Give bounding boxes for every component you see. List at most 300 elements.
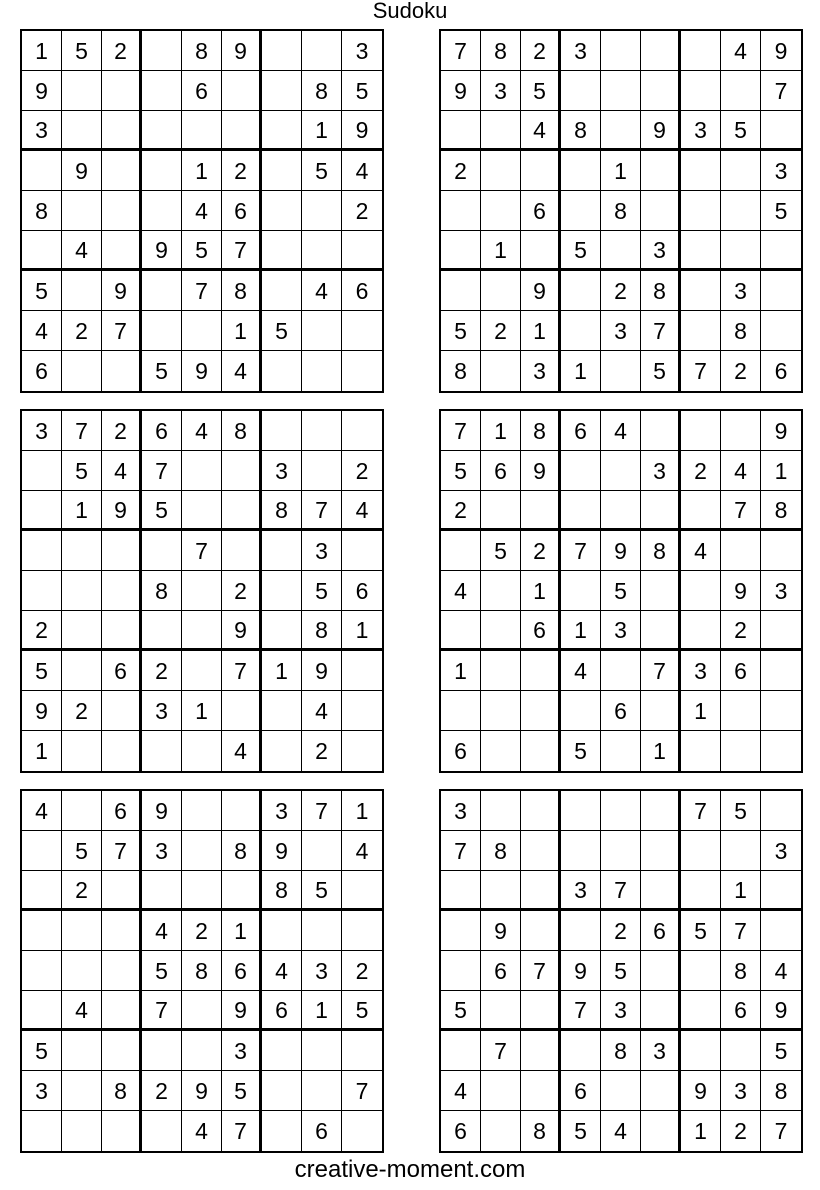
sudoku-cell[interactable]: 6 (601, 691, 641, 731)
sudoku-cell[interactable] (561, 911, 601, 951)
sudoku-cell[interactable]: 2 (342, 951, 382, 991)
sudoku-cell[interactable]: 4 (342, 151, 382, 191)
sudoku-cell[interactable] (481, 871, 521, 911)
sudoku-cell[interactable] (182, 651, 222, 691)
sudoku-cell[interactable] (761, 271, 801, 311)
sudoku-cell[interactable]: 1 (342, 791, 382, 831)
sudoku-cell[interactable] (142, 871, 182, 911)
sudoku-cell[interactable]: 2 (601, 911, 641, 951)
sudoku-cell[interactable] (22, 1111, 62, 1151)
sudoku-cell[interactable]: 4 (601, 411, 641, 451)
sudoku-cell[interactable]: 9 (342, 111, 382, 151)
sudoku-cell[interactable]: 4 (62, 231, 102, 271)
sudoku-cell[interactable]: 2 (521, 31, 561, 71)
sudoku-cell[interactable] (62, 71, 102, 111)
sudoku-cell[interactable] (561, 71, 601, 111)
sudoku-cell[interactable] (142, 611, 182, 651)
sudoku-cell[interactable]: 9 (182, 351, 222, 391)
sudoku-cell[interactable] (521, 691, 561, 731)
sudoku-cell[interactable] (561, 491, 601, 531)
sudoku-cell[interactable] (681, 991, 721, 1031)
sudoku-cell[interactable] (262, 31, 302, 71)
sudoku-cell[interactable]: 5 (342, 71, 382, 111)
sudoku-cell[interactable]: 6 (481, 451, 521, 491)
sudoku-cell[interactable] (62, 731, 102, 771)
sudoku-cell[interactable]: 3 (601, 611, 641, 651)
sudoku-cell[interactable]: 1 (481, 411, 521, 451)
sudoku-cell[interactable]: 2 (681, 451, 721, 491)
sudoku-cell[interactable] (102, 151, 142, 191)
sudoku-cell[interactable]: 5 (342, 991, 382, 1031)
sudoku-cell[interactable] (22, 151, 62, 191)
sudoku-cell[interactable]: 7 (222, 1111, 262, 1151)
sudoku-cell[interactable]: 7 (342, 1071, 382, 1111)
sudoku-cell[interactable]: 6 (342, 271, 382, 311)
sudoku-cell[interactable] (342, 691, 382, 731)
sudoku-cell[interactable]: 3 (761, 151, 801, 191)
sudoku-cell[interactable]: 4 (342, 491, 382, 531)
sudoku-cell[interactable]: 7 (521, 951, 561, 991)
sudoku-cell[interactable] (561, 1031, 601, 1071)
sudoku-cell[interactable]: 7 (302, 791, 342, 831)
sudoku-cell[interactable] (262, 731, 302, 771)
sudoku-cell[interactable]: 4 (441, 1071, 481, 1111)
sudoku-cell[interactable]: 7 (561, 531, 601, 571)
sudoku-cell[interactable]: 6 (102, 791, 142, 831)
sudoku-cell[interactable]: 4 (721, 451, 761, 491)
sudoku-cell[interactable] (601, 111, 641, 151)
sudoku-cell[interactable]: 2 (721, 611, 761, 651)
sudoku-cell[interactable]: 3 (641, 231, 681, 271)
sudoku-cell[interactable]: 8 (481, 831, 521, 871)
sudoku-cell[interactable]: 5 (561, 1111, 601, 1151)
sudoku-cell[interactable]: 9 (102, 271, 142, 311)
sudoku-cell[interactable] (641, 411, 681, 451)
sudoku-cell[interactable] (601, 351, 641, 391)
sudoku-cell[interactable]: 9 (222, 611, 262, 651)
sudoku-cell[interactable]: 7 (102, 311, 142, 351)
sudoku-cell[interactable]: 6 (441, 1111, 481, 1151)
sudoku-cell[interactable]: 5 (302, 871, 342, 911)
sudoku-cell[interactable] (342, 1031, 382, 1071)
sudoku-cell[interactable]: 9 (681, 1071, 721, 1111)
sudoku-cell[interactable] (262, 111, 302, 151)
sudoku-cell[interactable]: 7 (142, 991, 182, 1031)
sudoku-cell[interactable] (302, 831, 342, 871)
sudoku-cell[interactable]: 4 (721, 31, 761, 71)
sudoku-cell[interactable]: 4 (262, 951, 302, 991)
sudoku-cell[interactable]: 2 (441, 491, 481, 531)
sudoku-cell[interactable] (182, 491, 222, 531)
sudoku-cell[interactable] (521, 151, 561, 191)
sudoku-cell[interactable] (481, 791, 521, 831)
sudoku-cell[interactable]: 2 (521, 531, 561, 571)
sudoku-cell[interactable] (521, 871, 561, 911)
sudoku-cell[interactable]: 4 (681, 531, 721, 571)
sudoku-cell[interactable]: 5 (142, 491, 182, 531)
sudoku-cell[interactable]: 1 (721, 871, 761, 911)
sudoku-cell[interactable] (102, 531, 142, 571)
sudoku-cell[interactable] (721, 731, 761, 771)
sudoku-cell[interactable]: 1 (342, 611, 382, 651)
sudoku-cell[interactable]: 5 (182, 231, 222, 271)
sudoku-cell[interactable] (561, 831, 601, 871)
sudoku-cell[interactable] (102, 611, 142, 651)
sudoku-cell[interactable] (481, 731, 521, 771)
sudoku-cell[interactable] (481, 1071, 521, 1111)
sudoku-cell[interactable]: 3 (302, 951, 342, 991)
sudoku-cell[interactable]: 5 (601, 571, 641, 611)
sudoku-cell[interactable] (262, 151, 302, 191)
sudoku-cell[interactable] (641, 791, 681, 831)
sudoku-cell[interactable] (342, 911, 382, 951)
sudoku-cell[interactable] (182, 791, 222, 831)
sudoku-cell[interactable] (641, 571, 681, 611)
sudoku-cell[interactable] (62, 571, 102, 611)
sudoku-cell[interactable] (102, 871, 142, 911)
sudoku-cell[interactable] (761, 311, 801, 351)
sudoku-cell[interactable] (142, 311, 182, 351)
sudoku-cell[interactable] (681, 311, 721, 351)
sudoku-cell[interactable]: 6 (222, 951, 262, 991)
sudoku-cell[interactable]: 7 (481, 1031, 521, 1071)
sudoku-cell[interactable]: 2 (182, 911, 222, 951)
sudoku-cell[interactable]: 6 (182, 71, 222, 111)
sudoku-cell[interactable]: 5 (561, 231, 601, 271)
sudoku-cell[interactable]: 9 (102, 491, 142, 531)
sudoku-cell[interactable] (62, 951, 102, 991)
sudoku-cell[interactable] (262, 191, 302, 231)
sudoku-cell[interactable]: 5 (761, 1031, 801, 1071)
sudoku-cell[interactable]: 3 (561, 31, 601, 71)
sudoku-cell[interactable] (102, 1031, 142, 1071)
sudoku-cell[interactable] (342, 1111, 382, 1151)
sudoku-cell[interactable]: 5 (22, 271, 62, 311)
sudoku-cell[interactable]: 5 (441, 451, 481, 491)
sudoku-cell[interactable]: 4 (142, 911, 182, 951)
sudoku-cell[interactable] (262, 1071, 302, 1111)
sudoku-cell[interactable]: 9 (182, 1071, 222, 1111)
sudoku-cell[interactable]: 3 (601, 311, 641, 351)
sudoku-cell[interactable]: 4 (561, 651, 601, 691)
sudoku-cell[interactable]: 8 (182, 951, 222, 991)
sudoku-cell[interactable]: 9 (601, 531, 641, 571)
sudoku-cell[interactable]: 1 (302, 991, 342, 1031)
sudoku-cell[interactable]: 5 (601, 951, 641, 991)
sudoku-cell[interactable] (561, 791, 601, 831)
sudoku-cell[interactable] (302, 451, 342, 491)
sudoku-cell[interactable]: 2 (142, 1071, 182, 1111)
sudoku-cell[interactable] (302, 191, 342, 231)
sudoku-cell[interactable] (521, 1031, 561, 1071)
sudoku-cell[interactable]: 9 (62, 151, 102, 191)
sudoku-cell[interactable] (721, 191, 761, 231)
sudoku-cell[interactable]: 6 (561, 1071, 601, 1111)
sudoku-cell[interactable] (561, 271, 601, 311)
sudoku-cell[interactable]: 2 (142, 651, 182, 691)
sudoku-cell[interactable]: 7 (601, 871, 641, 911)
sudoku-cell[interactable]: 9 (222, 991, 262, 1031)
sudoku-cell[interactable]: 6 (641, 911, 681, 951)
sudoku-cell[interactable] (481, 491, 521, 531)
sudoku-cell[interactable]: 5 (521, 71, 561, 111)
sudoku-cell[interactable] (521, 911, 561, 951)
sudoku-cell[interactable]: 1 (222, 911, 262, 951)
sudoku-cell[interactable] (182, 611, 222, 651)
sudoku-cell[interactable] (441, 871, 481, 911)
sudoku-cell[interactable]: 8 (142, 571, 182, 611)
sudoku-cell[interactable] (641, 151, 681, 191)
sudoku-cell[interactable]: 3 (481, 71, 521, 111)
sudoku-cell[interactable] (641, 691, 681, 731)
sudoku-cell[interactable] (681, 1031, 721, 1071)
sudoku-cell[interactable]: 1 (22, 731, 62, 771)
sudoku-cell[interactable] (521, 1071, 561, 1111)
sudoku-cell[interactable]: 6 (721, 991, 761, 1031)
sudoku-cell[interactable]: 8 (601, 191, 641, 231)
sudoku-cell[interactable]: 8 (521, 1111, 561, 1151)
sudoku-cell[interactable]: 8 (182, 31, 222, 71)
sudoku-cell[interactable] (681, 571, 721, 611)
sudoku-cell[interactable] (521, 651, 561, 691)
sudoku-cell[interactable] (641, 1071, 681, 1111)
sudoku-cell[interactable]: 6 (561, 411, 601, 451)
sudoku-cell[interactable] (222, 791, 262, 831)
sudoku-cell[interactable]: 3 (342, 31, 382, 71)
sudoku-cell[interactable] (761, 871, 801, 911)
sudoku-cell[interactable] (761, 611, 801, 651)
sudoku-cell[interactable] (521, 231, 561, 271)
sudoku-cell[interactable] (222, 451, 262, 491)
sudoku-cell[interactable]: 6 (302, 1111, 342, 1151)
sudoku-cell[interactable] (342, 871, 382, 911)
sudoku-cell[interactable]: 5 (441, 311, 481, 351)
sudoku-cell[interactable]: 5 (681, 911, 721, 951)
sudoku-cell[interactable] (142, 151, 182, 191)
sudoku-cell[interactable]: 4 (62, 991, 102, 1031)
sudoku-cell[interactable]: 8 (262, 491, 302, 531)
sudoku-cell[interactable]: 3 (721, 271, 761, 311)
sudoku-cell[interactable]: 5 (721, 791, 761, 831)
sudoku-cell[interactable] (601, 1071, 641, 1111)
sudoku-cell[interactable]: 5 (761, 191, 801, 231)
sudoku-cell[interactable] (761, 231, 801, 271)
sudoku-cell[interactable] (721, 71, 761, 111)
sudoku-cell[interactable] (721, 1031, 761, 1071)
sudoku-cell[interactable] (62, 351, 102, 391)
sudoku-cell[interactable]: 4 (182, 1111, 222, 1151)
sudoku-cell[interactable]: 5 (222, 1071, 262, 1111)
sudoku-cell[interactable]: 2 (102, 411, 142, 451)
sudoku-cell[interactable] (262, 571, 302, 611)
sudoku-cell[interactable]: 3 (641, 1031, 681, 1071)
sudoku-cell[interactable] (182, 451, 222, 491)
sudoku-cell[interactable]: 1 (761, 451, 801, 491)
sudoku-cell[interactable]: 2 (222, 151, 262, 191)
sudoku-cell[interactable]: 8 (22, 191, 62, 231)
sudoku-cell[interactable]: 8 (721, 311, 761, 351)
sudoku-cell[interactable] (481, 1111, 521, 1151)
sudoku-cell[interactable] (102, 911, 142, 951)
sudoku-cell[interactable] (641, 31, 681, 71)
sudoku-cell[interactable] (62, 531, 102, 571)
sudoku-cell[interactable] (601, 231, 641, 271)
sudoku-cell[interactable] (641, 611, 681, 651)
sudoku-cell[interactable]: 5 (62, 831, 102, 871)
sudoku-cell[interactable] (62, 271, 102, 311)
sudoku-cell[interactable] (761, 791, 801, 831)
sudoku-cell[interactable] (441, 691, 481, 731)
sudoku-cell[interactable]: 1 (22, 31, 62, 71)
sudoku-cell[interactable]: 3 (561, 871, 601, 911)
sudoku-cell[interactable]: 2 (721, 351, 761, 391)
sudoku-cell[interactable]: 3 (441, 791, 481, 831)
sudoku-cell[interactable]: 7 (721, 911, 761, 951)
sudoku-cell[interactable] (721, 691, 761, 731)
sudoku-cell[interactable]: 5 (561, 731, 601, 771)
sudoku-cell[interactable]: 7 (62, 411, 102, 451)
sudoku-cell[interactable] (342, 731, 382, 771)
sudoku-cell[interactable]: 7 (222, 231, 262, 271)
sudoku-cell[interactable] (761, 731, 801, 771)
sudoku-cell[interactable]: 4 (102, 451, 142, 491)
sudoku-cell[interactable]: 9 (222, 31, 262, 71)
sudoku-cell[interactable]: 6 (222, 191, 262, 231)
sudoku-cell[interactable] (481, 111, 521, 151)
sudoku-cell[interactable] (481, 571, 521, 611)
sudoku-cell[interactable]: 3 (262, 451, 302, 491)
sudoku-cell[interactable] (142, 191, 182, 231)
sudoku-cell[interactable]: 4 (222, 731, 262, 771)
sudoku-cell[interactable] (222, 71, 262, 111)
sudoku-cell[interactable] (62, 791, 102, 831)
sudoku-cell[interactable] (142, 1111, 182, 1151)
sudoku-cell[interactable] (22, 831, 62, 871)
sudoku-cell[interactable] (681, 71, 721, 111)
sudoku-cell[interactable]: 4 (22, 311, 62, 351)
sudoku-cell[interactable] (142, 31, 182, 71)
sudoku-cell[interactable]: 9 (302, 651, 342, 691)
sudoku-cell[interactable]: 1 (182, 151, 222, 191)
sudoku-cell[interactable] (721, 411, 761, 451)
sudoku-cell[interactable] (182, 731, 222, 771)
sudoku-cell[interactable]: 3 (761, 571, 801, 611)
sudoku-cell[interactable]: 2 (601, 271, 641, 311)
sudoku-cell[interactable]: 9 (262, 831, 302, 871)
sudoku-cell[interactable] (641, 71, 681, 111)
sudoku-cell[interactable]: 3 (142, 831, 182, 871)
sudoku-cell[interactable]: 7 (182, 531, 222, 571)
sudoku-cell[interactable] (441, 911, 481, 951)
sudoku-cell[interactable] (441, 611, 481, 651)
sudoku-cell[interactable] (441, 231, 481, 271)
sudoku-cell[interactable] (222, 531, 262, 571)
sudoku-cell[interactable] (761, 111, 801, 151)
sudoku-cell[interactable] (721, 151, 761, 191)
sudoku-cell[interactable] (641, 951, 681, 991)
sudoku-cell[interactable]: 3 (521, 351, 561, 391)
sudoku-cell[interactable]: 9 (22, 691, 62, 731)
sudoku-cell[interactable] (561, 151, 601, 191)
sudoku-cell[interactable]: 8 (641, 531, 681, 571)
sudoku-cell[interactable]: 5 (481, 531, 521, 571)
sudoku-cell[interactable]: 6 (721, 651, 761, 691)
sudoku-cell[interactable]: 6 (22, 351, 62, 391)
sudoku-cell[interactable] (561, 571, 601, 611)
sudoku-cell[interactable]: 9 (561, 951, 601, 991)
sudoku-cell[interactable] (302, 351, 342, 391)
sudoku-cell[interactable]: 9 (142, 791, 182, 831)
sudoku-cell[interactable] (342, 231, 382, 271)
sudoku-cell[interactable]: 8 (561, 111, 601, 151)
sudoku-cell[interactable]: 9 (761, 991, 801, 1031)
sudoku-cell[interactable] (262, 411, 302, 451)
sudoku-cell[interactable] (761, 531, 801, 571)
sudoku-cell[interactable] (262, 71, 302, 111)
sudoku-cell[interactable] (681, 491, 721, 531)
sudoku-cell[interactable]: 2 (102, 31, 142, 71)
sudoku-cell[interactable] (342, 531, 382, 571)
sudoku-cell[interactable]: 3 (262, 791, 302, 831)
sudoku-cell[interactable] (142, 71, 182, 111)
sudoku-cell[interactable]: 9 (521, 451, 561, 491)
sudoku-cell[interactable]: 4 (302, 271, 342, 311)
sudoku-cell[interactable] (561, 311, 601, 351)
sudoku-cell[interactable] (22, 571, 62, 611)
sudoku-cell[interactable]: 1 (62, 491, 102, 531)
sudoku-cell[interactable]: 8 (641, 271, 681, 311)
sudoku-cell[interactable] (262, 691, 302, 731)
sudoku-cell[interactable] (262, 231, 302, 271)
sudoku-cell[interactable]: 1 (521, 571, 561, 611)
sudoku-cell[interactable]: 7 (641, 651, 681, 691)
sudoku-cell[interactable] (761, 651, 801, 691)
sudoku-cell[interactable] (102, 71, 142, 111)
sudoku-cell[interactable] (302, 1071, 342, 1111)
sudoku-cell[interactable]: 2 (481, 311, 521, 351)
sudoku-cell[interactable]: 5 (62, 31, 102, 71)
sudoku-cell[interactable] (222, 111, 262, 151)
sudoku-cell[interactable] (262, 271, 302, 311)
sudoku-cell[interactable] (182, 871, 222, 911)
sudoku-cell[interactable]: 3 (302, 531, 342, 571)
sudoku-cell[interactable]: 3 (142, 691, 182, 731)
sudoku-cell[interactable] (441, 111, 481, 151)
sudoku-cell[interactable]: 5 (641, 351, 681, 391)
sudoku-cell[interactable] (601, 31, 641, 71)
sudoku-cell[interactable] (342, 411, 382, 451)
sudoku-cell[interactable] (262, 1111, 302, 1151)
sudoku-cell[interactable] (641, 191, 681, 231)
sudoku-cell[interactable]: 1 (262, 651, 302, 691)
sudoku-cell[interactable]: 9 (761, 31, 801, 71)
sudoku-cell[interactable] (342, 311, 382, 351)
sudoku-cell[interactable] (142, 531, 182, 571)
sudoku-cell[interactable] (681, 831, 721, 871)
sudoku-cell[interactable]: 6 (481, 951, 521, 991)
sudoku-cell[interactable] (102, 111, 142, 151)
sudoku-cell[interactable] (302, 231, 342, 271)
sudoku-cell[interactable] (641, 1111, 681, 1151)
sudoku-cell[interactable] (601, 731, 641, 771)
sudoku-cell[interactable]: 9 (721, 571, 761, 611)
sudoku-cell[interactable]: 9 (441, 71, 481, 111)
sudoku-cell[interactable]: 5 (22, 651, 62, 691)
sudoku-cell[interactable] (761, 691, 801, 731)
sudoku-cell[interactable]: 7 (102, 831, 142, 871)
sudoku-cell[interactable] (102, 691, 142, 731)
sudoku-cell[interactable]: 1 (441, 651, 481, 691)
